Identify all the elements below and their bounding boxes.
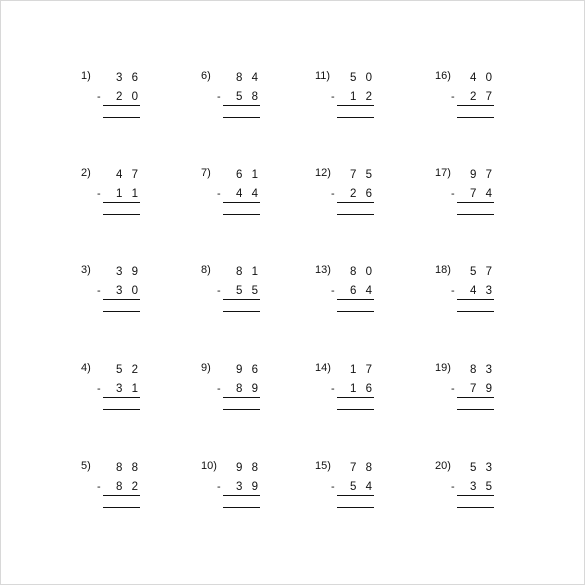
answer-rule	[223, 495, 260, 496]
answer-line[interactable]	[457, 214, 494, 215]
answer-line[interactable]	[223, 507, 260, 508]
answer-rule	[457, 495, 494, 496]
answer-line[interactable]	[223, 409, 260, 410]
problem-number: 3)	[81, 264, 91, 276]
answer-rule	[337, 202, 374, 203]
answer-rule	[223, 299, 260, 300]
problem-6	[201, 70, 281, 130]
problem-number: 5)	[81, 460, 91, 472]
answer-rule	[103, 397, 140, 398]
minus-sign: -	[217, 188, 221, 200]
minus-sign: -	[97, 383, 101, 395]
minuend: 8 8	[116, 462, 141, 474]
subtrahend: 2 0	[116, 91, 141, 103]
problem-number: 11)	[315, 70, 331, 82]
answer-rule	[337, 397, 374, 398]
answer-line[interactable]	[223, 214, 260, 215]
problem-number: 4)	[81, 362, 91, 374]
subtrahend: 8 2	[116, 481, 141, 493]
problem-number: 19)	[435, 362, 451, 374]
minus-sign: -	[451, 188, 455, 200]
minuend: 5 3	[470, 462, 495, 474]
minuend: 9 7	[470, 169, 495, 181]
subtrahend: 5 4	[350, 481, 375, 493]
minus-sign: -	[331, 285, 335, 297]
minuend: 8 1	[236, 266, 261, 278]
answer-line[interactable]	[337, 409, 374, 410]
minus-sign: -	[217, 481, 221, 493]
minus-sign: -	[97, 91, 101, 103]
problem-number: 7)	[201, 167, 211, 179]
subtrahend: 3 5	[470, 481, 495, 493]
answer-rule	[223, 397, 260, 398]
subtrahend: 5 5	[236, 285, 261, 297]
subtrahend: 1 6	[350, 383, 375, 395]
answer-rule	[223, 202, 260, 203]
answer-line[interactable]	[337, 507, 374, 508]
answer-line[interactable]	[457, 117, 494, 118]
problem-number: 10)	[201, 460, 217, 472]
problem-7	[201, 167, 281, 227]
minus-sign: -	[331, 383, 335, 395]
problem-16	[435, 70, 515, 130]
answer-rule	[103, 202, 140, 203]
problem-number: 9)	[201, 362, 211, 374]
answer-line[interactable]	[223, 117, 260, 118]
answer-rule	[457, 397, 494, 398]
problem-19	[435, 362, 515, 422]
minuend: 8 0	[350, 266, 375, 278]
subtrahend: 6 4	[350, 285, 375, 297]
problem-number: 1)	[81, 70, 91, 82]
subtrahend: 5 8	[236, 91, 261, 103]
minus-sign: -	[451, 91, 455, 103]
minuend: 7 5	[350, 169, 375, 181]
subtrahend: 7 4	[470, 188, 495, 200]
minuend: 4 7	[116, 169, 141, 181]
minuend: 9 8	[236, 462, 261, 474]
answer-rule	[223, 105, 260, 106]
subtrahend: 1 2	[350, 91, 375, 103]
problem-number: 12)	[315, 167, 331, 179]
answer-rule	[103, 105, 140, 106]
problem-9	[201, 362, 281, 422]
minuend: 8 4	[236, 72, 261, 84]
answer-rule	[103, 299, 140, 300]
problem-14	[315, 362, 395, 422]
problem-13	[315, 264, 395, 324]
problem-4	[81, 362, 161, 422]
subtrahend: 2 6	[350, 188, 375, 200]
subtrahend: 3 0	[116, 285, 141, 297]
problem-11	[315, 70, 395, 130]
problem-number: 15)	[315, 460, 331, 472]
minus-sign: -	[97, 285, 101, 297]
minuend: 9 6	[236, 364, 261, 376]
subtrahend: 4 4	[236, 188, 261, 200]
answer-line[interactable]	[103, 214, 140, 215]
problem-12	[315, 167, 395, 227]
subtrahend: 7 9	[470, 383, 495, 395]
problem-15	[315, 460, 395, 520]
problem-20	[435, 460, 515, 520]
subtrahend: 2 7	[470, 91, 495, 103]
minuend: 1 7	[350, 364, 375, 376]
subtrahend: 3 9	[236, 481, 261, 493]
minus-sign: -	[331, 91, 335, 103]
problem-10	[201, 460, 281, 520]
minuend: 6 1	[236, 169, 261, 181]
subtrahend: 3 1	[116, 383, 141, 395]
answer-rule	[337, 495, 374, 496]
minus-sign: -	[217, 285, 221, 297]
subtrahend: 8 9	[236, 383, 261, 395]
answer-rule	[457, 202, 494, 203]
answer-line[interactable]	[457, 507, 494, 508]
subtrahend: 4 3	[470, 285, 495, 297]
minuend: 4 0	[470, 72, 495, 84]
problem-number: 18)	[435, 264, 451, 276]
answer-rule	[103, 495, 140, 496]
minuend: 3 6	[116, 72, 141, 84]
problem-8	[201, 264, 281, 324]
answer-line[interactable]	[457, 409, 494, 410]
minus-sign: -	[331, 481, 335, 493]
problem-1	[81, 70, 161, 130]
minus-sign: -	[451, 481, 455, 493]
minuend: 5 0	[350, 72, 375, 84]
answer-rule	[337, 105, 374, 106]
problem-2	[81, 167, 161, 227]
answer-rule	[457, 299, 494, 300]
answer-line[interactable]	[103, 507, 140, 508]
problem-number: 17)	[435, 167, 451, 179]
problem-18	[435, 264, 515, 324]
minuend: 8 3	[470, 364, 495, 376]
problem-number: 2)	[81, 167, 91, 179]
minus-sign: -	[331, 188, 335, 200]
problem-number: 6)	[201, 70, 211, 82]
minus-sign: -	[217, 383, 221, 395]
problem-number: 13)	[315, 264, 331, 276]
problem-number: 8)	[201, 264, 211, 276]
minus-sign: -	[451, 383, 455, 395]
problem-number: 20)	[435, 460, 451, 472]
minuend: 7 8	[350, 462, 375, 474]
problem-number: 14)	[315, 362, 331, 374]
answer-line[interactable]	[337, 214, 374, 215]
answer-line[interactable]	[337, 311, 374, 312]
answer-line[interactable]	[337, 117, 374, 118]
minuend: 5 2	[116, 364, 141, 376]
problem-3	[81, 264, 161, 324]
answer-line[interactable]	[103, 117, 140, 118]
answer-line[interactable]	[223, 311, 260, 312]
minus-sign: -	[97, 481, 101, 493]
minuend: 5 7	[470, 266, 495, 278]
answer-rule	[457, 105, 494, 106]
minuend: 3 9	[116, 266, 141, 278]
problem-17	[435, 167, 515, 227]
minus-sign: -	[451, 285, 455, 297]
answer-rule	[337, 299, 374, 300]
problem-5	[81, 460, 161, 520]
minus-sign: -	[97, 188, 101, 200]
answer-line[interactable]	[103, 409, 140, 410]
subtrahend: 1 1	[116, 188, 141, 200]
minus-sign: -	[217, 91, 221, 103]
answer-line[interactable]	[457, 311, 494, 312]
problem-number: 16)	[435, 70, 451, 82]
answer-line[interactable]	[103, 311, 140, 312]
